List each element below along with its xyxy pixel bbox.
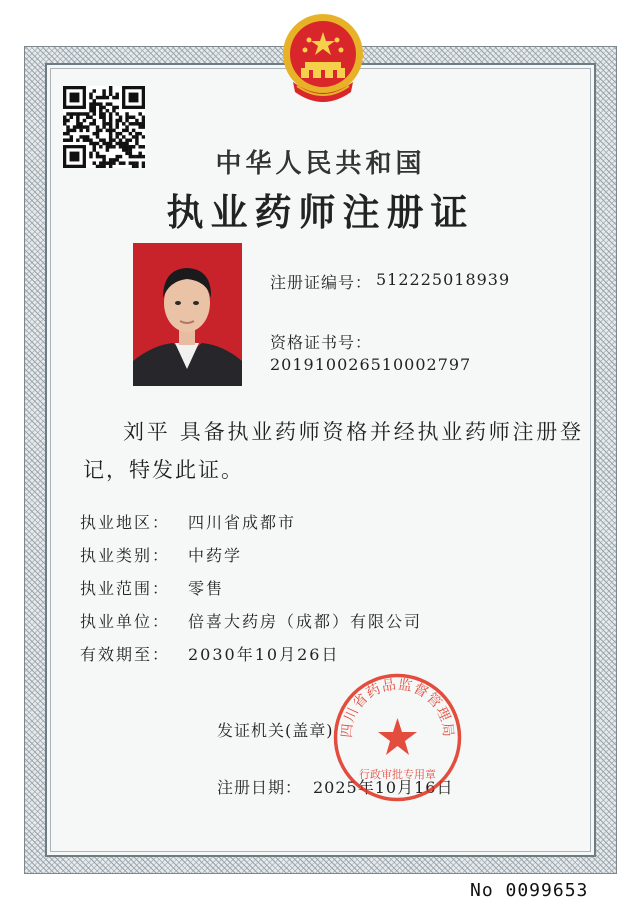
field-employer bbox=[80, 609, 422, 632]
official-seal-icon bbox=[330, 670, 465, 805]
field-label: 执业范围： bbox=[80, 579, 171, 598]
field-region bbox=[80, 510, 296, 533]
field-label: 执业单位： bbox=[80, 612, 171, 631]
field-value: 四川省成都市 bbox=[188, 513, 297, 532]
national-emblem-icon bbox=[271, 8, 375, 112]
serial-number: No 0099653 bbox=[470, 880, 589, 901]
field-label: 执业地区： bbox=[80, 513, 171, 532]
title-country: 中华人民共和国 bbox=[215, 149, 426, 179]
registration-no: 512225018939 bbox=[376, 270, 511, 289]
field-label: 执业类别： bbox=[80, 546, 171, 565]
field-category bbox=[80, 543, 242, 566]
reg-date-label: 注册日期： bbox=[217, 778, 303, 797]
field-label: 有效期至： bbox=[80, 645, 171, 664]
field-scope bbox=[80, 576, 224, 599]
registration-no-label: 注册证编号： bbox=[270, 273, 373, 292]
issuer-label: 发证机关(盖章) bbox=[217, 721, 334, 740]
field-value: 2030年10月26日 bbox=[188, 645, 340, 664]
statement: 刘平 具备执业药师资格并经执业药师注册登记，特发此证。 bbox=[83, 420, 583, 482]
field-value: 倍喜大药房（成都）有限公司 bbox=[188, 612, 423, 631]
field-value: 零售 bbox=[188, 579, 225, 598]
field-value: 中药学 bbox=[188, 546, 243, 565]
title-main: 执业药师注册证 bbox=[166, 190, 475, 234]
field-valid-until bbox=[80, 642, 339, 665]
qualification-no: 201910026510002797 bbox=[270, 355, 472, 374]
seal-text-bottom: 行政审批专用章 bbox=[359, 769, 436, 781]
qualification-no-label: 资格证书号： bbox=[270, 333, 373, 352]
reg-date: 2025年10月16日 bbox=[313, 778, 454, 797]
seal-text-top: 四川省药品监督管理局 bbox=[338, 675, 457, 739]
holder-photo bbox=[133, 243, 242, 386]
